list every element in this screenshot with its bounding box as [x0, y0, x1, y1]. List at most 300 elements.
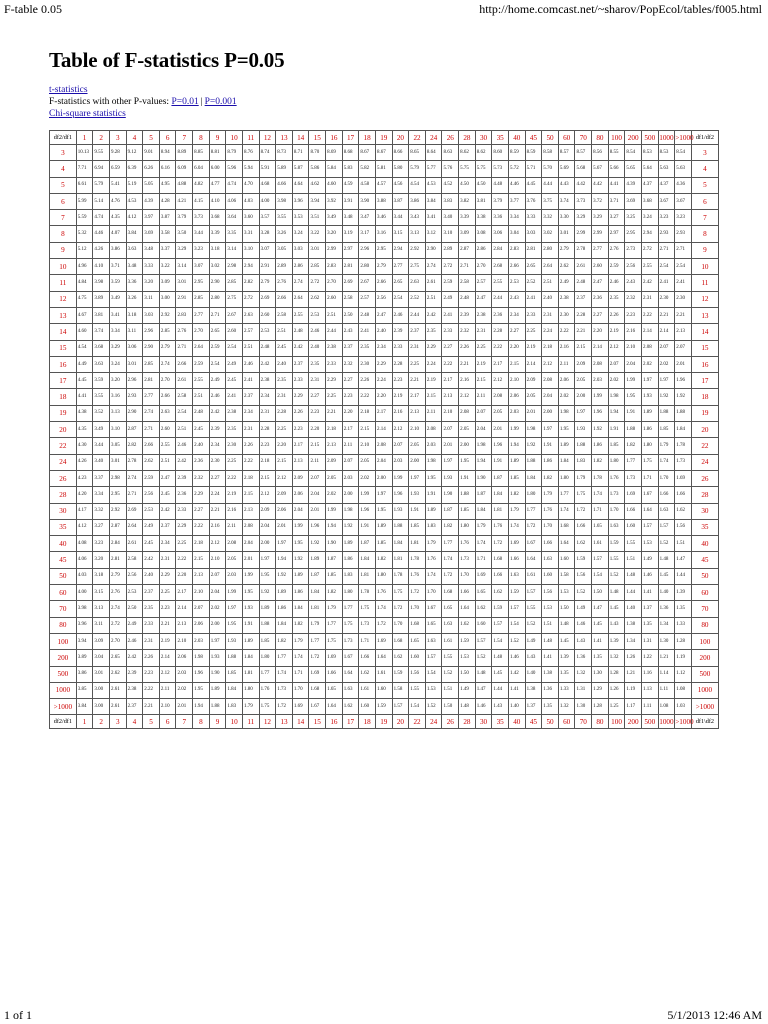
f-value-cell: 2.19: [392, 389, 409, 405]
f-value-cell: 2.76: [176, 324, 193, 340]
f-value-cell: 3.04: [508, 226, 525, 242]
f-value-cell: 2.85: [309, 259, 326, 275]
f-value-cell: 1.81: [242, 666, 259, 682]
f-value-cell: 2.18: [242, 470, 259, 486]
f-value-cell: 1.92: [525, 438, 542, 454]
f-value-cell: 1.82: [276, 633, 293, 649]
f-value-cell: 3.34: [93, 487, 110, 503]
f-value-cell: 2.31: [641, 291, 658, 307]
f-value-cell: 3.00: [93, 699, 110, 715]
p0001-link[interactable]: P=0.001: [204, 97, 237, 107]
f-value-cell: 3.44: [193, 226, 210, 242]
f-value-cell: 2.83: [508, 242, 525, 258]
f-value-cell: 1.89: [242, 633, 259, 649]
f-value-cell: 2.20: [375, 389, 392, 405]
f-value-cell: 1.48: [475, 666, 492, 682]
f-value-cell: 1.82: [375, 552, 392, 568]
f-value-cell: 1.86: [292, 585, 309, 601]
f-value-cell: 1.69: [625, 487, 642, 503]
f-value-cell: 2.26: [143, 650, 160, 666]
f-value-cell: 2.81: [525, 242, 542, 258]
f-value-cell: 2.25: [525, 324, 542, 340]
f-value-cell: 1.79: [475, 519, 492, 535]
f-value-cell: 1.81: [409, 536, 426, 552]
df2-row-label: 1000: [50, 682, 77, 698]
f-value-cell: 1.69: [675, 470, 692, 486]
df2-row-label: >1000: [691, 699, 718, 715]
f-value-cell: 1.89: [342, 536, 359, 552]
f-value-cell: 2.14: [592, 340, 609, 356]
f-value-cell: 2.51: [542, 275, 559, 291]
table-row: [50, 291, 719, 307]
f-value-cell: 1.89: [309, 552, 326, 568]
f-value-cell: 2.15: [425, 389, 442, 405]
f-value-cell: 2.97: [608, 226, 625, 242]
f-value-cell: 2.83: [326, 259, 343, 275]
f-value-cell: 1.84: [392, 536, 409, 552]
f-value-cell: 1.94: [608, 405, 625, 421]
f-value-cell: 2.90: [425, 242, 442, 258]
f-value-cell: 2.30: [675, 291, 692, 307]
f-value-cell: 1.88: [525, 454, 542, 470]
f-value-cell: 3.03: [143, 307, 160, 323]
f-value-cell: 3.01: [558, 226, 575, 242]
f-value-cell: 1.91: [542, 438, 559, 454]
page-title: Table of F-statistics P=0.05: [49, 48, 285, 72]
f-value-cell: 8.94: [159, 145, 176, 161]
f-value-cell: 2.34: [508, 307, 525, 323]
f-value-cell: 2.08: [542, 373, 559, 389]
f-value-cell: 2.55: [159, 438, 176, 454]
df2-row-label: 70: [691, 601, 718, 617]
f-value-cell: 8.74: [259, 145, 276, 161]
f-value-cell: 2.08: [375, 438, 392, 454]
f-value-cell: 2.60: [326, 291, 343, 307]
f-value-cell: 3.49: [93, 422, 110, 438]
print-header: [0, 0, 768, 18]
f-value-cell: 2.25: [159, 585, 176, 601]
f-value-cell: 2.94: [641, 226, 658, 242]
f-value-cell: 4.88: [176, 177, 193, 193]
f-value-cell: 2.60: [259, 307, 276, 323]
df2-row-label: 100: [50, 633, 77, 649]
f-value-cell: 1.56: [542, 585, 559, 601]
f-value-cell: 3.01: [176, 275, 193, 291]
f-value-cell: 2.22: [226, 470, 243, 486]
f-value-cell: 4.44: [542, 177, 559, 193]
f-value-cell: 1.40: [508, 699, 525, 715]
f-value-cell: 2.66: [159, 389, 176, 405]
f-value-cell: 1.55: [409, 682, 426, 698]
f-value-cell: 1.79: [425, 536, 442, 552]
f-value-cell: 2.49: [209, 373, 226, 389]
f-value-cell: 2.07: [658, 340, 675, 356]
f-value-cell: 2.16: [558, 340, 575, 356]
f-value-cell: 7.71: [76, 161, 93, 177]
f-value-cell: 2.08: [592, 356, 609, 372]
f-value-cell: 2.10: [176, 633, 193, 649]
f-value-cell: 3.16: [109, 389, 126, 405]
p001-percent-link[interactable]: P=0.01: [171, 97, 199, 107]
f-value-cell: 1.93: [409, 487, 426, 503]
f-value-cell: 2.67: [359, 275, 376, 291]
f-value-cell: 3.68: [209, 210, 226, 226]
df2-row-label: 17: [691, 373, 718, 389]
f-value-cell: 4.52: [442, 177, 459, 193]
df2-row-label: 60: [50, 585, 77, 601]
df1-header-cell: 13: [276, 715, 293, 729]
f-value-cell: 6.39: [126, 161, 143, 177]
f-value-cell: 4.26: [76, 454, 93, 470]
f-value-cell: 1.74: [425, 568, 442, 584]
f-value-cell: 3.86: [76, 666, 93, 682]
f-value-cell: 2.23: [292, 422, 309, 438]
f-value-cell: 5.41: [109, 177, 126, 193]
f-value-cell: 2.25: [409, 356, 426, 372]
f-value-cell: 2.79: [558, 242, 575, 258]
f-value-cell: 3.13: [109, 405, 126, 421]
f-value-cell: 4.50: [475, 177, 492, 193]
f-value-cell: 2.54: [675, 259, 692, 275]
f-value-cell: 1.77: [309, 633, 326, 649]
f-value-cell: 2.33: [392, 340, 409, 356]
f-value-cell: 2.76: [608, 242, 625, 258]
f-value-cell: 2.51: [242, 340, 259, 356]
f-value-cell: 2.37: [292, 356, 309, 372]
f-value-cell: 3.72: [592, 193, 609, 209]
df2-row-label: 18: [691, 389, 718, 405]
df2-row-label: 6: [50, 193, 77, 209]
f-value-cell: 1.71: [641, 470, 658, 486]
f-value-cell: 1.87: [475, 487, 492, 503]
f-value-cell: 1.83: [226, 699, 243, 715]
f-value-cell: 1.76: [608, 470, 625, 486]
f-value-cell: 2.15: [242, 487, 259, 503]
f-value-cell: 2.38: [126, 682, 143, 698]
f-value-cell: 1.66: [492, 568, 509, 584]
f-value-cell: 1.85: [608, 438, 625, 454]
f-value-cell: 2.20: [309, 422, 326, 438]
f-value-cell: 2.49: [226, 356, 243, 372]
f-value-cell: 5.68: [575, 161, 592, 177]
f-value-cell: 3.10: [109, 422, 126, 438]
f-value-cell: 2.25: [226, 454, 243, 470]
f-value-cell: 2.03: [425, 438, 442, 454]
f-value-cell: 1.48: [625, 568, 642, 584]
f-value-cell: 2.78: [575, 242, 592, 258]
f-value-cell: 1.74: [442, 552, 459, 568]
f-value-cell: 2.13: [242, 503, 259, 519]
f-value-cell: 2.25: [475, 340, 492, 356]
f-value-cell: 1.46: [475, 699, 492, 715]
f-value-cell: 2.38: [226, 405, 243, 421]
f-value-cell: 1.99: [592, 389, 609, 405]
f-value-cell: 1.97: [375, 487, 392, 503]
f-value-cell: 2.31: [242, 422, 259, 438]
f-value-cell: 2.04: [292, 503, 309, 519]
f-value-cell: 1.72: [525, 519, 542, 535]
f-value-cell: 2.87: [459, 242, 476, 258]
f-value-cell: 2.25: [326, 389, 343, 405]
f-value-cell: 1.63: [425, 633, 442, 649]
f-value-cell: 1.82: [508, 487, 525, 503]
f-value-cell: 2.59: [209, 340, 226, 356]
f-value-cell: 5.87: [292, 161, 309, 177]
f-value-cell: 3.50: [176, 226, 193, 242]
f-value-cell: 1.31: [641, 633, 658, 649]
f-value-cell: 2.17: [176, 585, 193, 601]
f-value-cell: 2.02: [359, 470, 376, 486]
f-value-cell: 1.77: [625, 454, 642, 470]
f-value-cell: 1.85: [658, 422, 675, 438]
f-value-cell: 3.23: [658, 210, 675, 226]
f-value-cell: 8.56: [592, 145, 609, 161]
f-value-cell: 3.73: [193, 210, 210, 226]
f-value-cell: 2.72: [242, 291, 259, 307]
f-table-container: [49, 130, 719, 729]
f-value-cell: 1.36: [658, 601, 675, 617]
f-value-cell: 1.73: [608, 487, 625, 503]
f-value-cell: 3.60: [242, 210, 259, 226]
f-value-cell: 1.73: [359, 617, 376, 633]
f-value-cell: 1.77: [442, 536, 459, 552]
f-value-cell: 4.57: [375, 177, 392, 193]
f-value-cell: 2.25: [276, 422, 293, 438]
f-value-cell: 2.41: [442, 307, 459, 323]
print-timestamp: 5/1/2013 12:46 AM: [667, 1008, 762, 1022]
f-value-cell: 2.33: [442, 324, 459, 340]
f-value-cell: 2.36: [592, 291, 609, 307]
f-value-cell: 2.46: [608, 275, 625, 291]
f-value-cell: 4.39: [143, 193, 160, 209]
f-value-cell: 3.87: [392, 193, 409, 209]
f-value-cell: 1.59: [375, 699, 392, 715]
f-value-cell: 2.52: [409, 291, 426, 307]
f-value-cell: 2.19: [425, 373, 442, 389]
f-value-cell: 2.15: [259, 470, 276, 486]
f-value-cell: 1.70: [392, 617, 409, 633]
f-value-cell: 1.98: [558, 405, 575, 421]
f-value-cell: 1.28: [675, 633, 692, 649]
f-value-cell: 4.75: [76, 291, 93, 307]
f-value-cell: 2.38: [259, 373, 276, 389]
f-value-cell: 1.34: [625, 633, 642, 649]
df2-row-label: 26: [691, 470, 718, 486]
f-value-cell: 2.70: [193, 324, 210, 340]
f-value-cell: 2.18: [326, 422, 343, 438]
df1-header-cell: 100: [608, 715, 625, 729]
f-value-cell: 1.51: [542, 617, 559, 633]
f-value-cell: 1.70: [658, 470, 675, 486]
f-value-cell: 3.32: [542, 210, 559, 226]
f-value-cell: 1.90: [326, 536, 343, 552]
f-value-cell: 1.86: [542, 454, 559, 470]
f-value-cell: 2.33: [525, 307, 542, 323]
f-value-cell: 2.04: [475, 422, 492, 438]
f-value-cell: 1.82: [542, 470, 559, 486]
t-statistics-link[interactable]: t-statistics: [49, 85, 88, 95]
f-value-cell: 2.16: [209, 519, 226, 535]
f-value-cell: 4.37: [658, 177, 675, 193]
f-value-cell: 2.42: [259, 356, 276, 372]
f-value-cell: 2.04: [242, 536, 259, 552]
f-value-cell: 5.75: [475, 161, 492, 177]
f-value-cell: 2.41: [658, 275, 675, 291]
f-value-cell: 3.39: [459, 210, 476, 226]
f-value-cell: 2.76: [276, 275, 293, 291]
f-value-cell: 1.59: [508, 585, 525, 601]
f-value-cell: 2.83: [176, 307, 193, 323]
f-value-cell: 1.47: [592, 601, 609, 617]
f-value-cell: 2.48: [193, 405, 210, 421]
f-value-cell: 3.81: [93, 307, 110, 323]
f-value-cell: 2.80: [209, 291, 226, 307]
f-value-cell: 3.17: [359, 226, 376, 242]
f-value-cell: 1.85: [375, 536, 392, 552]
f-value-cell: 2.26: [608, 307, 625, 323]
f-value-cell: 3.10: [442, 226, 459, 242]
f-value-cell: 1.59: [459, 633, 476, 649]
f-value-cell: 2.11: [475, 389, 492, 405]
f-value-cell: 2.81: [143, 373, 160, 389]
f-value-cell: 1.63: [508, 568, 525, 584]
f-value-cell: 1.80: [342, 585, 359, 601]
f-value-cell: 2.61: [575, 259, 592, 275]
df2-row-label: 20: [50, 422, 77, 438]
f-value-cell: 1.21: [625, 666, 642, 682]
f-value-cell: 3.74: [558, 193, 575, 209]
f-value-cell: 2.77: [392, 259, 409, 275]
f-value-cell: 1.85: [259, 633, 276, 649]
f-value-cell: 2.71: [176, 340, 193, 356]
f-value-cell: 1.99: [326, 503, 343, 519]
table-row: [50, 161, 719, 177]
f-value-cell: 2.56: [126, 568, 143, 584]
f-value-cell: 2.10: [625, 340, 642, 356]
f-value-cell: 4.67: [76, 307, 93, 323]
f-value-cell: 2.94: [392, 242, 409, 258]
f-value-cell: 5.99: [76, 193, 93, 209]
f-value-cell: 2.45: [276, 340, 293, 356]
f-value-cell: 2.89: [276, 259, 293, 275]
f-value-cell: 1.76: [375, 585, 392, 601]
f-value-cell: 2.40: [143, 568, 160, 584]
f-value-cell: 2.15: [309, 438, 326, 454]
f-value-cell: 3.34: [508, 210, 525, 226]
f-value-cell: 1.54: [409, 699, 426, 715]
f-value-cell: 2.12: [392, 422, 409, 438]
table-row: [50, 177, 719, 193]
f-value-cell: 1.92: [658, 389, 675, 405]
f-value-cell: 2.16: [226, 503, 243, 519]
f-value-cell: 1.57: [592, 552, 609, 568]
f-value-cell: 2.21: [459, 356, 476, 372]
table-row: [50, 519, 719, 535]
f-value-cell: 8.89: [176, 145, 193, 161]
f-value-cell: 2.79: [259, 275, 276, 291]
f-value-cell: 3.89: [93, 291, 110, 307]
f-value-cell: 3.85: [76, 682, 93, 698]
f-value-cell: 1.17: [625, 699, 642, 715]
f-value-cell: 1.45: [608, 601, 625, 617]
f-value-cell: 2.05: [575, 373, 592, 389]
f-value-cell: 3.55: [276, 210, 293, 226]
f-value-cell: 10.13: [76, 145, 93, 161]
f-value-cell: 3.48: [143, 242, 160, 258]
df1-header-cell: 7: [176, 715, 193, 729]
f-value-cell: 4.08: [76, 536, 93, 552]
f-value-cell: 1.53: [459, 650, 476, 666]
f-value-cell: 1.75: [392, 585, 409, 601]
f-value-cell: 1.84: [558, 454, 575, 470]
corner-label: df1\df2: [691, 715, 718, 729]
f-value-cell: 1.62: [459, 617, 476, 633]
f-value-cell: 2.56: [625, 259, 642, 275]
f-value-cell: 2.47: [592, 275, 609, 291]
f-value-cell: 2.23: [143, 666, 160, 682]
f-value-cell: 1.90: [209, 666, 226, 682]
f-value-cell: 2.44: [409, 307, 426, 323]
f-value-cell: 1.95: [425, 470, 442, 486]
chi-square-link[interactable]: Chi-square statistics: [49, 109, 126, 119]
f-value-cell: 1.65: [442, 601, 459, 617]
f-value-cell: 1.72: [409, 585, 426, 601]
df2-row-label: 80: [50, 617, 77, 633]
f-value-cell: 2.07: [309, 470, 326, 486]
table-row: [50, 487, 719, 503]
df2-row-label: 60: [691, 585, 718, 601]
f-value-cell: 3.01: [126, 356, 143, 372]
f-value-cell: 2.01: [309, 503, 326, 519]
f-value-cell: 2.22: [442, 356, 459, 372]
f-value-cell: 4.35: [76, 422, 93, 438]
f-value-cell: 2.30: [209, 454, 226, 470]
f-value-cell: 3.18: [126, 307, 143, 323]
f-value-cell: 1.85: [508, 470, 525, 486]
f-value-cell: 4.38: [76, 405, 93, 421]
f-value-cell: 1.67: [641, 487, 658, 503]
f-value-cell: 1.86: [641, 422, 658, 438]
f-value-cell: 8.62: [475, 145, 492, 161]
f-value-cell: 2.09: [326, 454, 343, 470]
f-value-cell: 1.89: [425, 503, 442, 519]
f-value-cell: 1.79: [508, 503, 525, 519]
other-p-values-label: F-statistics with other P-values:: [49, 97, 170, 107]
f-value-cell: 2.58: [276, 307, 293, 323]
df2-row-label: 3: [50, 145, 77, 161]
f-value-cell: 4.49: [76, 356, 93, 372]
f-value-cell: 1.44: [675, 568, 692, 584]
f-value-cell: 1.53: [425, 682, 442, 698]
f-value-cell: 2.63: [242, 307, 259, 323]
f-value-cell: 2.17: [375, 405, 392, 421]
f-value-cell: 1.16: [641, 666, 658, 682]
f-value-cell: 1.76: [409, 568, 426, 584]
f-value-cell: 3.23: [193, 242, 210, 258]
f-value-cell: 2.41: [359, 324, 376, 340]
df2-row-label: 200: [50, 650, 77, 666]
df1-header-cell: 28: [459, 715, 476, 729]
f-value-cell: 3.25: [625, 210, 642, 226]
f-value-cell: 4.48: [492, 177, 509, 193]
f-value-cell: 2.00: [342, 487, 359, 503]
f-value-cell: 3.98: [76, 601, 93, 617]
f-value-cell: 1.74: [508, 519, 525, 535]
f-value-cell: 2.02: [176, 682, 193, 698]
f-value-cell: 1.93: [442, 470, 459, 486]
f-value-cell: 2.77: [193, 307, 210, 323]
f-value-cell: 1.50: [558, 601, 575, 617]
